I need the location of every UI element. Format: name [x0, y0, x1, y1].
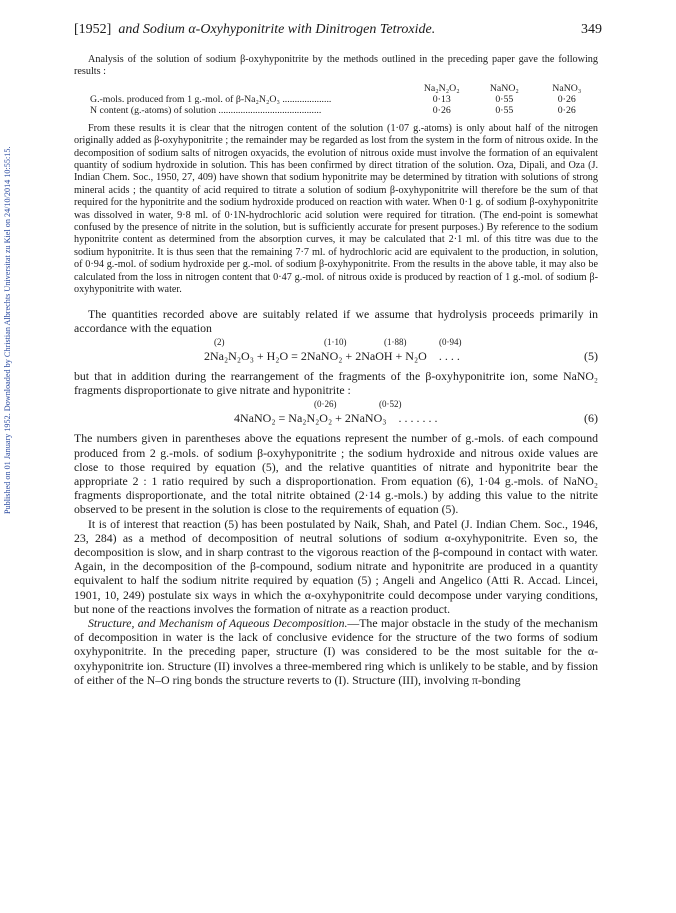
equation-5 — [74, 337, 598, 367]
table-cell: 0·26 — [557, 105, 576, 117]
numbers-explanation-paragraph: The numbers given in parentheses above the equations represent the number of g.-mols. of each compound produced from 2 g.-mols. of sodium β-oxyhyponitrite ; the sodium hydroxide and nitrous oxide values are close to those required by equation (5), and the relative quantities of nitrate and hyponitrite bear the appropriate 2 : 1 ratio required by such a disproportionation. From equation (6), 1·04 g.-mols. of NaNO₂ fragments disproportionate, and the total nitrite obtained (2·14 g.-mols.) by adding this value to the nitrite observed to be present in the solution is close to the requirements of equation (5). — [74, 431, 598, 517]
equation-leader-dots: . . . . . . . — [398, 411, 438, 426]
equation-coefficient: (0·26) — [314, 399, 337, 410]
page — [74, 22, 602, 687]
reaction-interest-paragraph: It is of interest that reaction (5) has been postulated by Naik, Shah, and Patel (J. Indian Chem. Soc., 1946, 23, 284) as a method of decomposition of neutral solutions of sodium α-oxyhyponitrite. Even so, the decomposition is slow, and in sharp contrast to the vigorous reaction of the β-compound in contact with water. Again, in the decomposition of the β-compound, sodium nitrate and hyponitrite are produced in a quantity equivalent to half the sodium nitrite required by equation (5) ; Angeli and Angelico (Atti R. Accad. Lincei, 1901, 10, 249) postulate six ways in which the α-oxyhyponitrite could decompose under varying conditions, but none of the reactions involves the formation of nitrate as a reaction product. — [74, 516, 598, 616]
table-cell: 0·13 — [432, 93, 451, 105]
structure-text: —The major obstacle in the study of the mechanism of decomposition in water is the lack of conclusive evidence for the structure of the two forms of sodium oxyhyponitrite. In the preceding paper, structure (I) was considered to be the most suitable for the α-oxyhyponitrite ion. Structure (II) involves a three-membered ring which is unlikely to be stable, and by fission of either of the N–O ring bonds the structure reverts to (I). Structure (III), involving π-bonding — [74, 615, 598, 687]
download-watermark: Published on 01 January 1952. Downloaded by Christian Albrechts Universitat zu Kiel on 24/10/2014 10:55:15. — [3, 146, 12, 514]
intro-paragraph: Analysis of the solution of sodium β-oxyhyponitrite by the methods outlined in the preceding paper gave the following results : — [74, 54, 598, 78]
table-row — [88, 105, 598, 117]
hydrolysis-paragraph: The quantities recorded above are suitably related if we assume that hydrolysis proceeds primarily in accordance with the equation — [74, 306, 598, 335]
column-header: NaNO₃ — [552, 82, 582, 94]
equation-coefficient: (0·52) — [379, 399, 402, 410]
header-title — [74, 22, 435, 38]
equation-6 — [74, 399, 598, 429]
table-header-row — [88, 83, 598, 94]
column-header: Na₂N₂O₂ — [423, 82, 460, 94]
equation-formula: 2Na₂N₂O₃ + H₂O = 2NaNO₂ + 2NaOH + N₂O — [204, 348, 427, 363]
equation-number: (5) — [584, 348, 598, 363]
page-number: 349 — [581, 22, 602, 37]
column-header: NaNO₂ — [489, 82, 519, 94]
equation-coefficient: (1·10) — [324, 336, 347, 347]
table-cell: 0·26 — [557, 93, 576, 105]
equation-coefficient: (0·94) — [439, 336, 462, 347]
row-label: N content (g.-atoms) of solution .......................................... — [90, 105, 322, 117]
section-heading: Structure, and Mechanism of Aqueous Decomposition. — [88, 615, 348, 630]
disproportionation-paragraph: but that in addition during the rearrangement of the fragments of the β-oxyhyponitrite ion, some NaNO₂ fragments disproportionate to give nitrate and hyponitrite : — [74, 368, 598, 398]
equation-leader-dots: . . . . — [438, 348, 460, 363]
equation-coefficient: (2) — [214, 336, 225, 347]
running-header — [74, 22, 602, 46]
equation-number: (6) — [584, 411, 598, 426]
table-cell: 0·55 — [495, 105, 514, 117]
table-row — [88, 94, 598, 106]
results-table — [88, 83, 598, 117]
equation-formula: 4NaNO₂ = Na₂N₂O₂ + 2NaNO₃ — [234, 411, 387, 426]
header-title-text: and Sodium α-Oxyhyponitrite with Dinitrogen Tetroxide. — [118, 22, 436, 37]
table-cell: 0·26 — [432, 105, 451, 117]
row-label: G.-mols. produced from 1 g.-mol. of β-Na₂N₂O₃ .................... — [90, 93, 332, 105]
structure-paragraph — [74, 616, 598, 687]
table-cell: 0·55 — [495, 93, 514, 105]
equation-coefficient: (1·88) — [384, 336, 407, 347]
header-year: [1952] — [74, 22, 112, 37]
results-discussion-paragraph: From these results it is clear that the nitrogen content of the solution (1·07 g.-atoms) is only about half of the nitrogen originally added as β-oxyhyponitrite ; the remainder may be regarded as lost from the system in the form of nitrous oxide. In the decomposition of sodium salts of nitrogen oxyacids, the evolution of nitrous oxide must involve the formation of an equivalent quantity of sodium hydroxide in solution. This has been confirmed by direct titration of the solution. Oza, Dipali, and Oza (J. Indian Chem. Soc., 1950, 27, 409) have shown that sodium hyponitrite may be determined by titration with solutions of strong mineral acids ; the quantity of acid required to titrate a solution of sodium β-oxyhyponitrite will therefore be the sum of that required for the hyponitrite and the sodium hydroxide produced on reaction with water. When 0·1 g. of sodium β-oxyhyponitrite was dissolved in water, 9·8 ml. of 0·1N-hydrochloric acid solution were required for titration. (The end-point is somewhat confused by the presence of nitrite in the solution, but is sufficiently accurate for present purposes.) By reference to the sodium hyponitrite content as determined from the absorption curves, it may be calculated that 2·1 ml. of this titre was due to the sodium hyponitrite. It is thus seen that the remaining 7·7 ml. of hydrochloric acid are equivalent to the production, in solution, of 0·94 g.-mol. of sodium hydroxide per g.-mol. of sodium β-oxyhyponitrite. From the results in the above table, it may also be calculated from the loss in nitrogen content that 0·47 g.-mol. of nitrous oxide is produced by reaction of 1 g.-mol. of sodium β-oxyhyponitrite with water. — [74, 122, 598, 296]
